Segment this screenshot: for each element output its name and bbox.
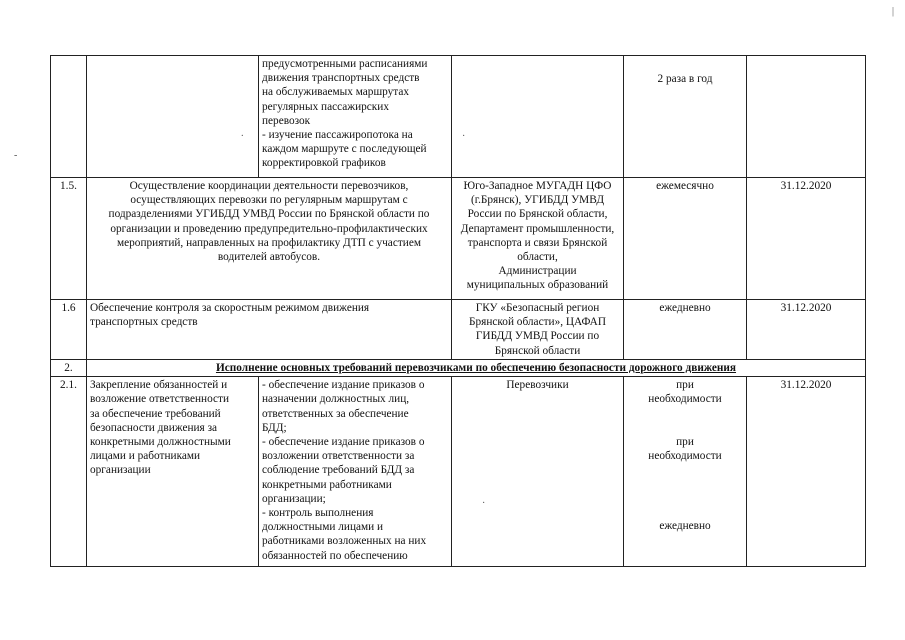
cell-num: 1.5. — [51, 178, 87, 300]
table-row-continuation — [51, 56, 866, 178]
cell-period: ежедневно — [624, 300, 747, 360]
cell-date: 31.12.2020 — [747, 300, 866, 360]
cell-activity: Осуществление координации деятельности перевозчиков, осуществляющих перевозки по регулярным маршрутам с подразделениями УГИБДД УМВД России по Брянской области по организации и проведению предупредительно-профилактических мероприятий, направленных на профилактику ДТП с участием водителей автобусов. — [87, 178, 452, 300]
cell-responsible: Юго-Западное МУГАДН ЦФО (г.Брянск), УГИБДД УМВД России по Брянской области, Департамент промышленности, транспорта и связи Брянской области, Администрации муниципальных образований — [452, 178, 624, 300]
cell-num: 1.6 — [51, 300, 87, 360]
cell-activity: Обеспечение контроля за скоростным режимом движения транспортных средств — [87, 300, 452, 360]
scan-mark: - — [14, 150, 18, 161]
cell-period: ежемесячно — [624, 178, 747, 300]
table-row-1-6 — [51, 300, 866, 360]
cell-period: при необходимости при необходимости ежедневно — [624, 377, 747, 567]
scan-mark: · — [240, 131, 244, 142]
table-row-section-2 — [51, 360, 866, 377]
cell-date — [747, 56, 866, 178]
cell-period: 2 раза в год — [624, 56, 747, 178]
cell-num — [51, 56, 87, 178]
table-row-1-5 — [51, 178, 866, 300]
cell-date: 31.12.2020 — [747, 178, 866, 300]
table-row-2-1 — [51, 377, 866, 567]
cell-activity — [87, 56, 259, 178]
cell-description: - обеспечение издание приказов о назначении должностных лиц, ответственных за обеспечение БДД; - обеспечение издание приказов о возложении ответственности за соблюдение требований БДД за конкретными работниками организации; - контроль выполнения должностными лицами и работниками возложенных на них обязанностей по обеспечению — [259, 377, 452, 567]
cell-num: 2. — [51, 360, 87, 377]
section-title: Исполнение основных требований перевозчиками по обеспечению безопасности дорожного движения — [87, 360, 866, 377]
scan-mark: · — [482, 498, 486, 510]
measures-table — [50, 55, 866, 567]
cell-num: 2.1. — [51, 377, 87, 567]
scan-mark: · — [462, 131, 466, 142]
cell-description: предусмотренными расписаниями движения транспортных средств на обслуживаемых маршрутах регулярных пассажирских перевозок - изучение пассажиропотока на каждом маршруте с последующей корректировкой графиков — [259, 56, 452, 178]
cell-date: 31.12.2020 — [747, 377, 866, 567]
cell-activity: Закрепление обязанностей и возложение ответственности за обеспечение требований безопасности движения за конкретными должностными лицами и работниками организации — [87, 377, 259, 567]
cell-responsible — [452, 56, 624, 178]
scan-mark: | — [892, 6, 895, 17]
cell-responsible: ГКУ «Безопасный регион Брянской области», ЦАФАП ГИБДД УМВД России по Брянской области — [452, 300, 624, 360]
cell-responsible: Перевозчики · — [452, 377, 624, 567]
